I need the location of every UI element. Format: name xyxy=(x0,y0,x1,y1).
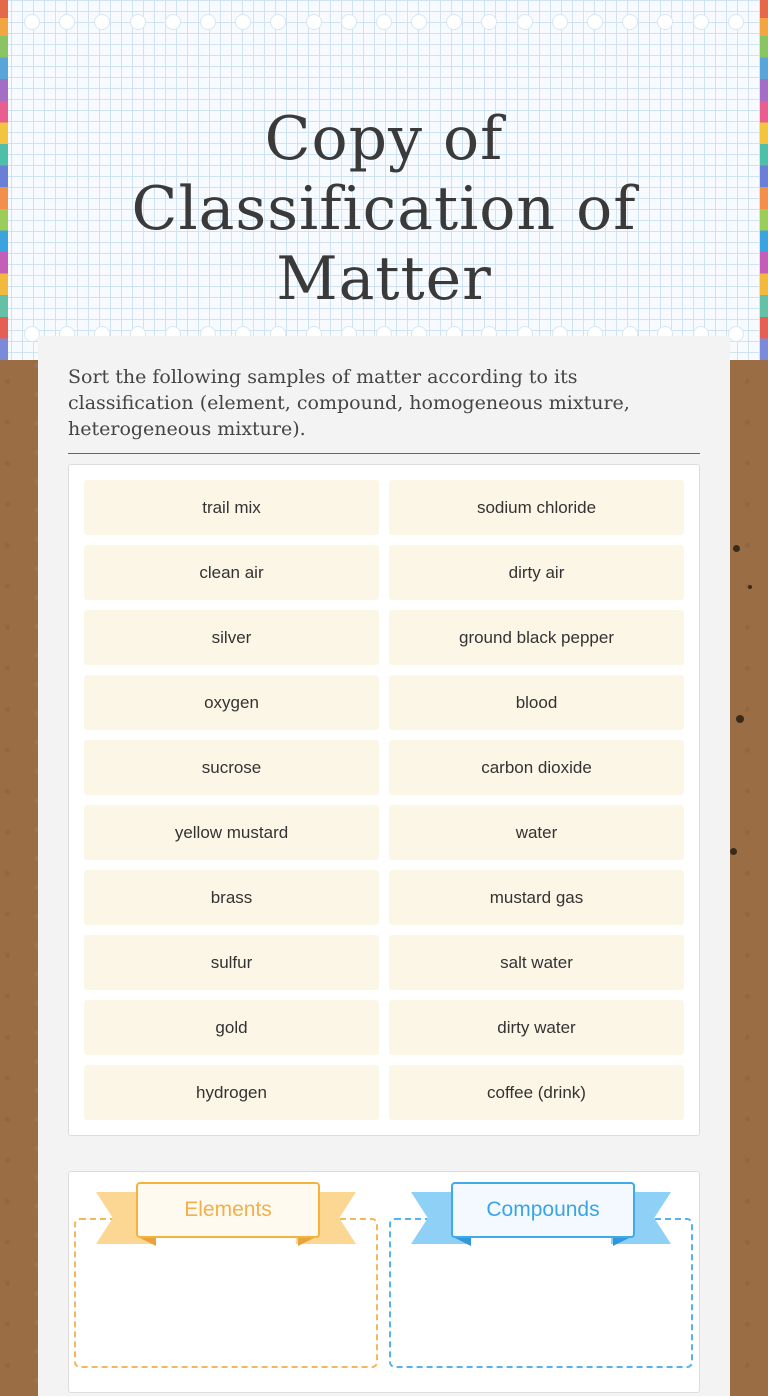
draggable-item[interactable]: coffee (drink) xyxy=(389,1065,684,1120)
speckle xyxy=(733,545,740,552)
draggable-items-panel xyxy=(68,464,700,1136)
elements-label: Elements xyxy=(136,1182,320,1238)
draggable-item[interactable]: yellow mustard xyxy=(84,805,379,860)
draggable-item[interactable]: silver xyxy=(84,610,379,665)
draggable-item[interactable]: salt water xyxy=(389,935,684,990)
rainbow-stripe-left xyxy=(0,0,8,360)
draggable-item[interactable]: dirty air xyxy=(389,545,684,600)
divider xyxy=(68,453,700,454)
group-compounds xyxy=(389,1182,695,1372)
rainbow-stripe-right xyxy=(760,0,768,360)
compounds-label: Compounds xyxy=(451,1182,635,1238)
sorting-groups-panel xyxy=(68,1171,700,1393)
draggable-item[interactable]: sucrose xyxy=(84,740,379,795)
draggable-item[interactable]: ground black pepper xyxy=(389,610,684,665)
speckle xyxy=(748,585,752,589)
draggable-item[interactable]: sulfur xyxy=(84,935,379,990)
items-grid xyxy=(84,480,684,1120)
draggable-item[interactable]: clean air xyxy=(84,545,379,600)
speckle xyxy=(736,715,744,723)
draggable-item[interactable]: oxygen xyxy=(84,675,379,730)
draggable-item[interactable]: gold xyxy=(84,1000,379,1055)
speckle xyxy=(730,848,737,855)
instructions-text: Sort the following samples of matter according to its classification (element, compound, homogeneous mixture, heterogeneous mixture). xyxy=(68,366,630,440)
draggable-item[interactable]: water xyxy=(389,805,684,860)
group-elements xyxy=(74,1182,380,1372)
page-title: Copy of Classification of Matter xyxy=(131,104,637,314)
draggable-item[interactable]: sodium chloride xyxy=(389,480,684,535)
draggable-item[interactable]: mustard gas xyxy=(389,870,684,925)
draggable-item[interactable]: dirty water xyxy=(389,1000,684,1055)
draggable-item[interactable]: blood xyxy=(389,675,684,730)
draggable-item[interactable]: hydrogen xyxy=(84,1065,379,1120)
draggable-item[interactable]: brass xyxy=(84,870,379,925)
draggable-item[interactable]: trail mix xyxy=(84,480,379,535)
notebook-holes-top xyxy=(24,14,744,32)
header-graph-paper xyxy=(0,0,768,360)
activity-card xyxy=(38,336,730,1396)
draggable-item[interactable]: carbon dioxide xyxy=(389,740,684,795)
